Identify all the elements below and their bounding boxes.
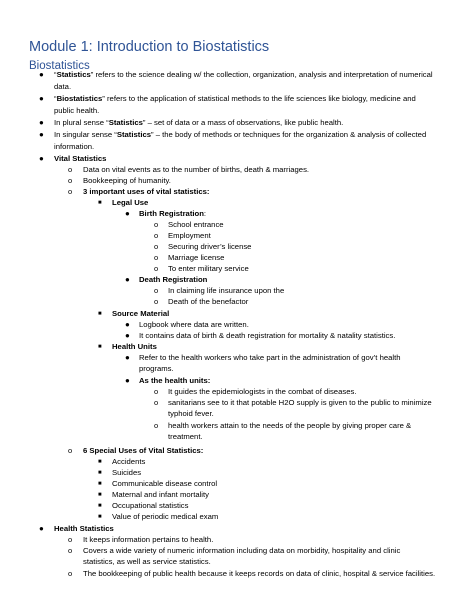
death-item: In claiming life insurance upon the	[168, 286, 285, 295]
hollow-circle-icon: o	[154, 286, 159, 295]
filled-square-icon: ■	[98, 492, 102, 498]
health-item: It keeps information pertains to health.	[83, 535, 214, 544]
vital-item: Data on vital events as to the number of births, death & marriages.	[83, 165, 310, 174]
hollow-circle-icon: o	[154, 421, 159, 430]
health-statistics-heading: Health Statistics	[54, 524, 114, 533]
bullet-dot-icon: ●	[39, 94, 44, 103]
birth-item: School entrance	[168, 220, 224, 229]
birth-item: Marriage license	[168, 253, 225, 262]
birth-item: Securing driver’s license	[168, 242, 252, 251]
birth-item: To enter military service	[168, 264, 249, 273]
intro-line-2: “Biostatistics” refers to the application of statistical methods to the life sciences like biology, medicine and	[54, 94, 416, 103]
hollow-circle-icon: o	[154, 253, 159, 262]
hollow-circle-icon: o	[68, 165, 73, 174]
health-unit-desc: Refer to the health workers who take part in the administration of gov’t health	[139, 353, 401, 362]
birth-item: Employment	[168, 231, 211, 240]
hollow-circle-icon: o	[68, 446, 73, 455]
intro-line-4b: information.	[54, 142, 95, 151]
bullet-dot-icon: ●	[125, 331, 130, 340]
bullet-dot-icon: ●	[39, 524, 44, 533]
source-item: It contains data of birth & death registration for mortality & natality statistics.	[139, 331, 396, 340]
vital-item: Bookkeeping of humanity.	[83, 176, 171, 185]
filled-square-icon: ■	[98, 200, 102, 206]
filled-square-icon: ■	[98, 503, 102, 509]
hollow-circle-icon: o	[68, 535, 73, 544]
death-registration-heading: Death Registration	[139, 275, 208, 284]
death-item: Death of the benefactor	[168, 297, 249, 306]
health-item: The bookkeeping of public health because it keeps records on data of clinic, hospital & service facilities.	[83, 569, 436, 578]
vital-statistics-heading: Vital Statistics	[54, 154, 107, 163]
bullet-dot-icon: ●	[39, 118, 44, 127]
bullet-dot-icon: ●	[39, 154, 44, 163]
filled-square-icon: ■	[98, 311, 102, 317]
intro-line-3: In plural sense “Statistics” – set of data or a mass of observations, like public health.	[54, 118, 344, 127]
hollow-circle-icon: o	[154, 220, 159, 229]
health-unit-item: health workers attain to the needs of the people by giving proper care &	[168, 421, 412, 430]
special-uses-heading: 6 Special Uses of Vital Statistics:	[83, 446, 204, 455]
health-units-heading: Health Units	[112, 342, 157, 351]
bullet-dot-icon: ●	[39, 130, 44, 139]
special-item: Maternal and infant mortality	[112, 490, 209, 499]
as-health-units-heading: As the health units:	[139, 376, 211, 385]
intro-line-4: In singular sense “Statistics” – the body of methods or techniques for the organization & analysis of collected	[54, 130, 427, 139]
hollow-circle-icon: o	[154, 398, 159, 407]
health-unit-desc-cont: programs.	[139, 364, 174, 373]
filled-square-icon: ■	[98, 514, 102, 520]
hollow-circle-icon: o	[154, 264, 159, 273]
source-material-heading: Source Material	[112, 309, 170, 318]
hollow-circle-icon: o	[68, 187, 73, 196]
filled-square-icon: ■	[98, 344, 102, 350]
intro-line-1b: data.	[54, 82, 72, 91]
health-unit-item: It guides the epidemiologists in the combat of diseases.	[168, 387, 357, 396]
bullet-dot-icon: ●	[125, 353, 130, 362]
health-unit-item: sanitarians see to it that potable H2O supply is given to the public to minimize	[168, 398, 432, 407]
section-subtitle: Biostatistics	[29, 60, 90, 72]
health-unit-item-cont: typhoid fever.	[168, 409, 214, 418]
special-item: Accidents	[112, 457, 146, 466]
source-item: Logbook where data are written.	[139, 320, 249, 329]
hollow-circle-icon: o	[154, 242, 159, 251]
intro-line-1: “Statistics” refers to the science dealing w/ the collection, organization, analysis and interpretation of numerical	[54, 70, 433, 79]
page-title: Module 1: Introduction to Biostatistics	[29, 39, 270, 55]
hollow-circle-icon: o	[154, 231, 159, 240]
uses-heading: 3 important uses of vital statistics:	[83, 187, 210, 196]
hollow-circle-icon: o	[68, 569, 73, 578]
bullet-dot-icon: ●	[125, 209, 130, 218]
bullet-dot-icon: ●	[125, 376, 130, 385]
special-item: Occupational statistics	[112, 501, 189, 510]
health-item: Covers a wide variety of numeric information including data on morbidity, hospitality and clinic	[83, 546, 401, 555]
health-unit-item-cont: treatment.	[168, 432, 203, 441]
hollow-circle-icon: o	[68, 546, 73, 555]
special-item: Communicable disease control	[112, 479, 218, 488]
birth-registration-heading: Birth Registration:	[139, 209, 207, 218]
health-item-cont: statistics, as well as service statistics.	[83, 557, 211, 566]
hollow-circle-icon: o	[154, 387, 159, 396]
bullet-dot-icon: ●	[125, 275, 130, 284]
hollow-circle-icon: o	[68, 176, 73, 185]
legal-use-heading: Legal Use	[112, 198, 149, 207]
filled-square-icon: ■	[98, 470, 102, 476]
intro-line-2b: public health.	[54, 106, 100, 115]
special-item: Suicides	[112, 468, 142, 477]
filled-square-icon: ■	[98, 481, 102, 487]
special-item: Value of periodic medical exam	[112, 512, 219, 521]
hollow-circle-icon: o	[154, 297, 159, 306]
bullet-dot-icon: ●	[39, 70, 44, 79]
bullet-dot-icon: ●	[125, 320, 130, 329]
filled-square-icon: ■	[98, 459, 102, 465]
